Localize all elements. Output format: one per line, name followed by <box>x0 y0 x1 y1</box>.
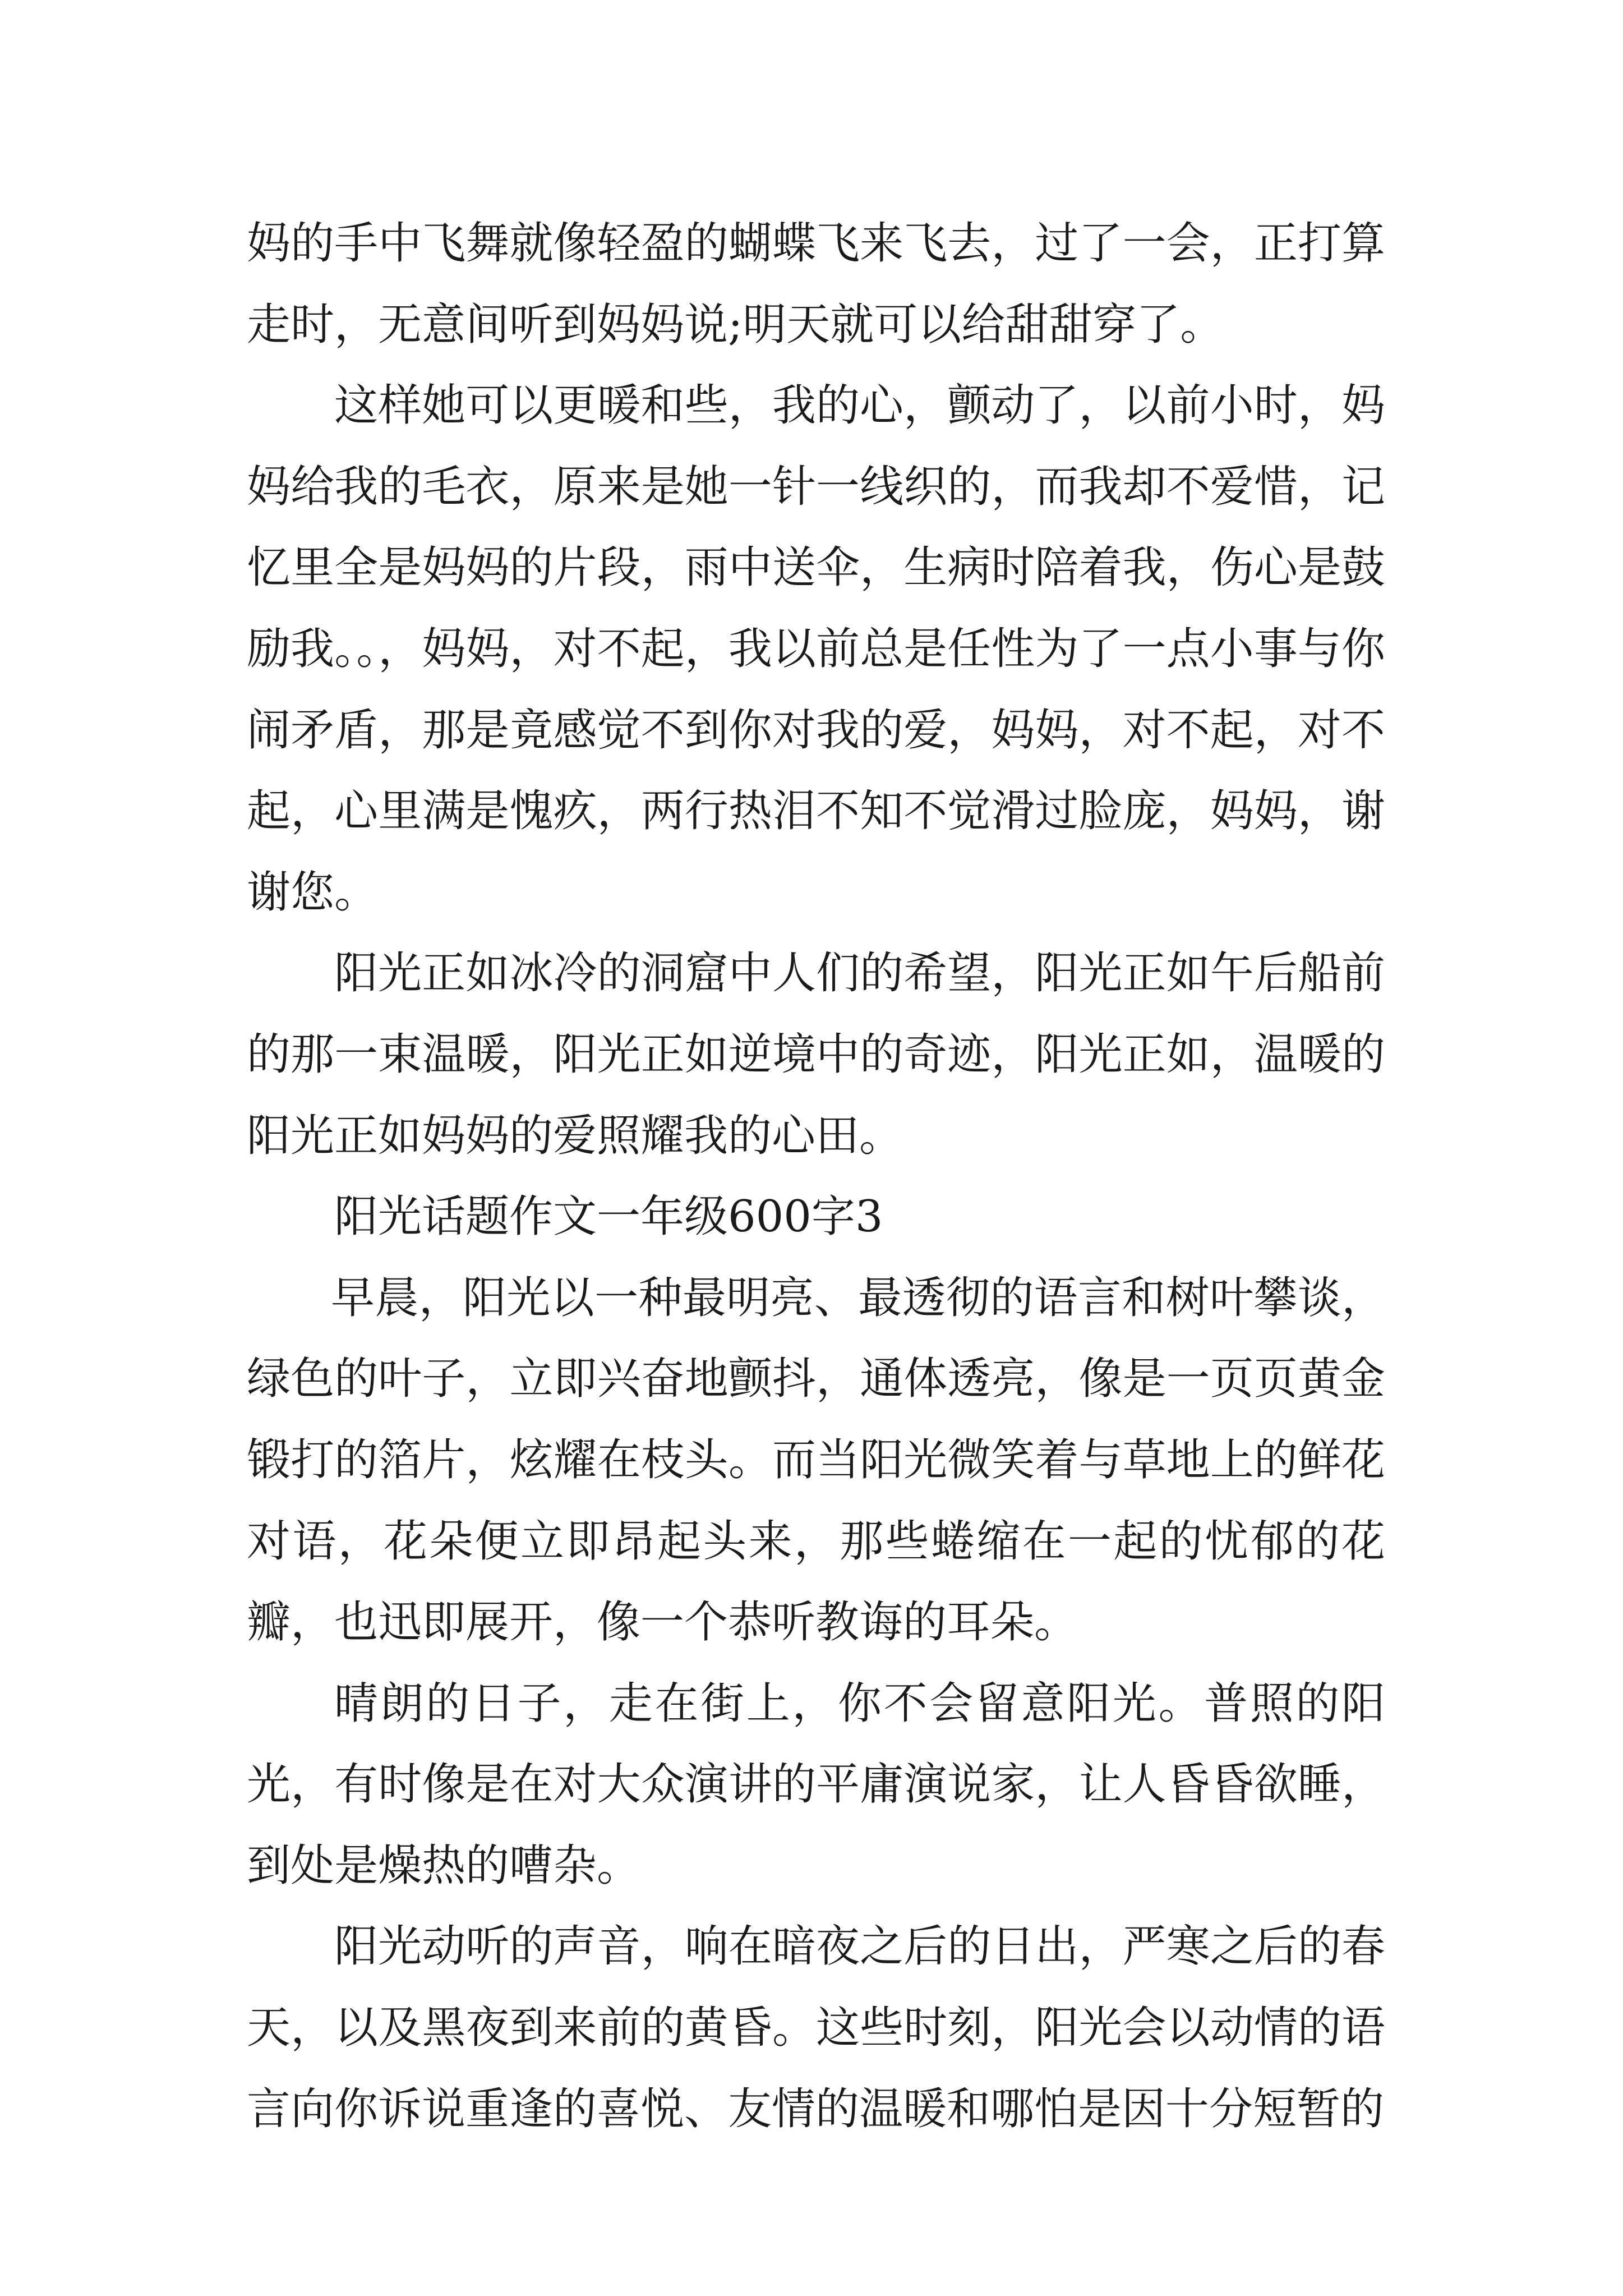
paragraph-2: 这样她可以更暖和些，我的心，颤动了，以前小时，妈妈给我的毛衣，原来是她一针一线织的，而我却不爱惜，记忆里全是妈妈的片段，雨中送伞，生病时陪着我，伤心是鼓励我。。，妈妈，对不起，我以前总是任性为了一点小事与你闹矛盾，那是竟感觉不到你对我的爱，妈妈，对不起，对不起，心里满是愧疚，两行热泪不知不觉滑过脸庞，妈妈，谢谢您。 <box>247 380 1385 918</box>
paragraph-6: 阳光动听的声音，响在暗夜之后的日出，严寒之后的春天，以及黑夜到来前的黄昏。这些时刻，阳光会以动情的语言向你诉说重逢的喜悦、友情的温暖和哪怕是因十分短暂的 <box>247 1921 1385 2134</box>
paragraph-4: 早晨，阳光以一种最明亮、最透彻的语言和树叶攀谈，绿色的叶子，立即兴奋地颤抖，通体透亮，像是一页页黄金锻打的箔片，炫耀在枝头。而当阳光微笑着与草地上的鲜花对语，花朵便立即昂起头来，那些蜷缩在一起的忧郁的花瓣，也迅即展开，像一个恭听教诲的耳朵。 <box>247 1272 1385 1648</box>
paragraph-3: 阳光正如冰冷的洞窟中人们的希望，阳光正如午后船前的那一束温暖，阳光正如逆境中的奇迹，阳光正如，温暖的阳光正如妈妈的爱照耀我的心田。 <box>247 948 1385 1161</box>
paragraph-1: 妈的手中飞舞就像轻盈的蝴蝶飞来飞去，过了一会，正打算走时，无意间听到妈妈说;明天就可以给甜甜穿了。 <box>247 218 1385 350</box>
document-body <box>247 203 1385 2150</box>
paragraph-5: 晴朗的日子，走在街上，你不会留意阳光。普照的阳光，有时像是在对大众演讲的平庸演说家，让人昏昏欲睡，到处是燥热的嘈杂。 <box>247 1678 1385 1891</box>
essay-heading: 阳光话题作文一年级600字3 <box>334 1191 883 1243</box>
